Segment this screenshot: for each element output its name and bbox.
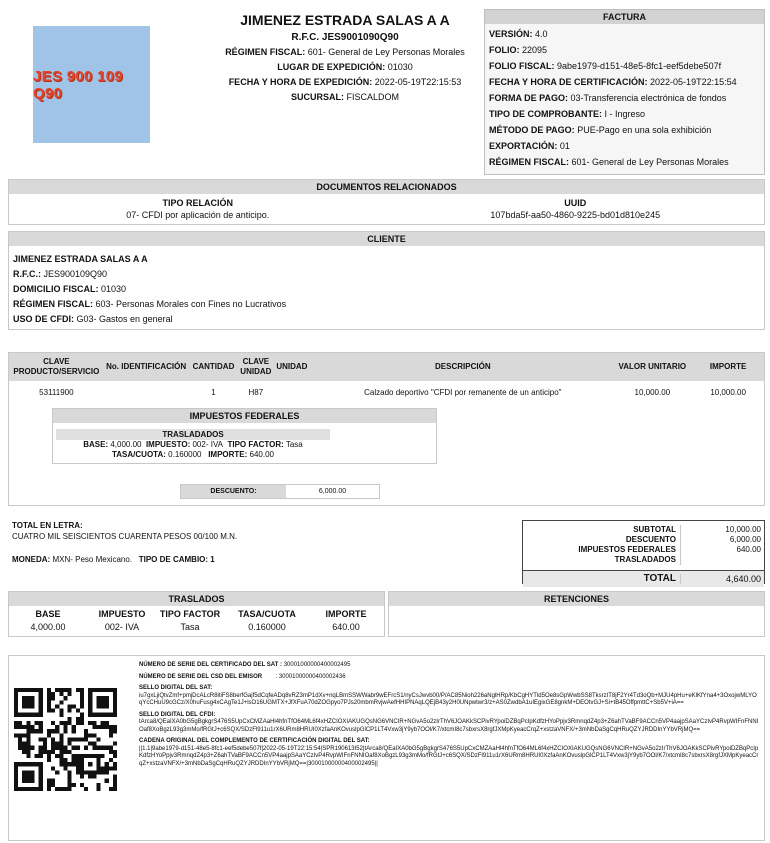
csd-emisor: NÚMERO DE SERIE DEL CSD DEL EMISOR : 30001000000400002436 [139, 673, 346, 680]
cliente-domicilio: DOMICILIO FISCAL: 01030 [13, 284, 127, 294]
cliente-title: CLIENTE [9, 232, 764, 246]
impuestos-row: IMPUESTOS FEDERALES TRASLADADOS 640.00 [523, 545, 764, 565]
traslados-title: TRASLADOS [9, 592, 384, 606]
total-row: TOTAL 4,640.00 [523, 570, 764, 587]
issuer-fecha: FECHA Y HORA DE EXPEDICIÓN: 2022-05-19T22:15:53 [228, 77, 462, 87]
traslados-subtitle: TRASLADADOS [56, 429, 330, 440]
sello-sat: SELLO DIGITAL DEL SAT: iu7gxLjiQtvZmf+pmjDcALcR8itiFS8berfGajf5dCqfeADq8vRZ3mP1dXv+nqLBmSSWWabr9wEFrcS1/nyCsJwvb00/P/AC85Nioh226aNglHRp/KbCgHYTld5Oe8sGpWwbSS8TksrzIT8jF2Yr4Td3oQb+MJU4pHu+eKlKfYna4+3OxojwMLYOqYcCHuU9cGCz/X0huFusg4xCAgTe1J+lsO16UGMTX+JfXFuA70dZOGpyo7PJs20mbmRvjwAefHHIPNAqLQEjB43y2H0UNpwtwr3/z+AS0ZwdbA1uIEgixGE8gnkM+DEOtvGJ+Si+tB45OffpmttC+Sb5V+iA== [139, 685, 757, 706]
docrel-title: DOCUMENTOS RELACIONADOS [9, 180, 764, 194]
timbre-fiscal [8, 655, 765, 841]
descuento-row: DESCUENTO 6,000.00 [523, 535, 764, 545]
cert-sat: NÚMERO DE SERIE DEL CERTIFICADO DEL SAT : 30001000000400002495 [139, 662, 351, 668]
traslados-header: BASE IMPUESTO TIPO FACTOR TASA/CUOTA IMPORTE [35, 609, 367, 619]
table-row: 4,000.00 002- IVA Tasa 0.160000 640.00 [30, 622, 360, 632]
factura-row: FOLIO FISCAL: 9abe1979-d151-48e5-8fc1-eef5debe507f [489, 61, 722, 71]
cliente-rfc: R.F.C.: JES900109Q90 [13, 269, 108, 279]
factura-box [484, 9, 765, 175]
table-header: CLAVE PRODUCTO/SERVICIO No. IDENTIFICACIÓN CANTIDAD CLAVE UNIDAD UNIDAD DESCRIPCIÓN VALOR UNITARIO IMPORTE [9, 353, 764, 381]
issuer-sucursal: SUCURSAL: FISCALDOM [290, 92, 400, 102]
qr-code-icon [14, 688, 117, 791]
total-en-letra: TOTAL EN LETRA: CUATRO MIL SEISCIENTOS CUARENTA PESOS 00/100 M.N. [12, 521, 238, 541]
retenciones-title: RETENCIONES [389, 592, 764, 606]
descuento-box: DESCUENTO: 6,000.00 [180, 484, 380, 499]
issuer-regimen: RÉGIMEN FISCAL: 601- General de Ley Personas Morales [225, 47, 465, 57]
factura-row: FECHA Y HORA DE CERTIFICACIÓN: 2022-05-19T22:15:54 [489, 77, 737, 87]
impuesto-line-1: BASE: 4,000.00 IMPUESTO: 002- IVA TIPO FACTOR: Tasa [83, 440, 303, 449]
factura-title: FACTURA [485, 10, 764, 24]
uuid: UUID 107bda5f-aa50-4860-9225-bd01d810e245 [490, 198, 661, 220]
factura-row: VERSIÓN: 4.0 [489, 29, 548, 39]
sello-cfdi: SELLO DIGITAL DEL CFDI: tArca8/QEaIXA0bG5gBgkgrS476S5UpCxCMZAaHl4hfnTfO64ML6f4xHZCIOXIAKUGQsNG6VNCIR+NGvA5o2zIrThV6JOAKkSCPivRYpoiDZBqPcIpKdfzHYoPpjv3RmnqdZ4p3+Z6ahTVaBF9ACCn5VP4aajpSAaYCzIvP4RvpWIFnFNNIOaf8XoBgzL93g3mMo/fRGtJ+c6SQX/SDzFl911u1rX6URm8HRUI0XzfaAnKOvuslpGlCP1LT4Vxw3jY9yb7OOl/K7/xtcmI8c7sbxrsX8rgfJXMpKyeacCrqZ+xstzaVNFX/+3mNbDaSgCqHRuQZYJRDDInYYbVRjMQ== [139, 711, 759, 733]
cliente-uso: USO DE CFDI: G03- Gastos en general [13, 314, 173, 324]
retenciones-section [388, 591, 765, 637]
issuer-block [210, 10, 480, 105]
documentos-relacionados [8, 179, 765, 225]
impuestos-title: IMPUESTOS FEDERALES [53, 409, 436, 423]
factura-row: FOLIO: 22095 [489, 45, 548, 55]
factura-row: EXPORTACIÓN: 01 [489, 141, 570, 151]
company-logo [33, 26, 150, 143]
cliente-name: JIMENEZ ESTRADA SALAS A A [13, 254, 148, 264]
cliente-regimen: RÉGIMEN FISCAL: 603- Personas Morales con Fines no Lucrativos [13, 299, 287, 309]
factura-row: TIPO DE COMPROBANTE: I - Ingreso [489, 109, 646, 119]
cliente-section [8, 231, 765, 330]
subtotal-row: SUBTOTAL 10,000.00 [523, 525, 764, 535]
factura-row: RÉGIMEN FISCAL: 601- General de Ley Personas Morales [489, 157, 729, 167]
impuesto-line-2: TASA/CUOTA: 0.160000 IMPORTE: 640.00 [111, 450, 274, 459]
moneda-line: MONEDA: MXN- Peso Mexicano. TIPO DE CAMBIO: 1 [12, 555, 215, 564]
issuer-rfc: R.F.C. JES9001090Q90 [291, 32, 399, 43]
issuer-name: JIMENEZ ESTRADA SALAS A A [240, 12, 450, 28]
tipo-relacion: TIPO RELACIÓN 07- CFDI por aplicación de anticipo. [126, 198, 270, 220]
traslados-section [8, 591, 385, 637]
totals-box [522, 520, 765, 584]
cadena-original: CADENA ORIGINAL DEL COMPLEMENTO DE CERTIFICACIÓN DIGITAL DEL SAT: ||1.1|9abe1979-d151-48e5-8fc1-eef5debe507f|2022-05-19T22:15:54|SPR190613I52|tArca8/QEaIXA0bG5gBgkgrS476S5UpCxCMZAaHl4hfnTfO64ML6f4xHZCIOXIAKUGQsNG6VNCIR+NGvA5o2zIrThV6JOAKkSCPivRYpoiDZBqPcIpKdfzHYoPpjv3RmnqdZ4p3+Z6ahTVaBF9ACCn5VP4aajpSAaYCzIvP4RvpWIFnFNNIOaf8XoBgzL93g3mMo/fRGtJ+c6SQX/SDzFl911u1rX6URm8HRUI0XzfaAnKOvuslpGlCP1LT4Vxw3jY9yb7OOl/K7/xtcmI8c7sbxrsX8rgfJXMpKyeacCrqZ+xstzaVNFX/+3mNbDaSgCqHRuQZYJRDDInYYbVRjMQ==|30001000000400002495|| [139, 738, 759, 767]
issuer-lugar: LUGAR DE EXPEDICIÓN: 01030 [277, 62, 413, 72]
factura-row: FORMA DE PAGO: 03-Transferencia electrónica de fondos [489, 93, 727, 103]
table-row: 53111900 1 H87 Calzado deportivo "CFDI por remanente de un anticipo" 10,000.00 10,000.00 [39, 387, 746, 397]
impuestos-federales [52, 408, 437, 464]
logo-text: JES 900 109 Q90 [33, 67, 124, 102]
factura-row: MÉTODO DE PAGO: PUE-Pago en una sola exhibición [489, 125, 712, 135]
